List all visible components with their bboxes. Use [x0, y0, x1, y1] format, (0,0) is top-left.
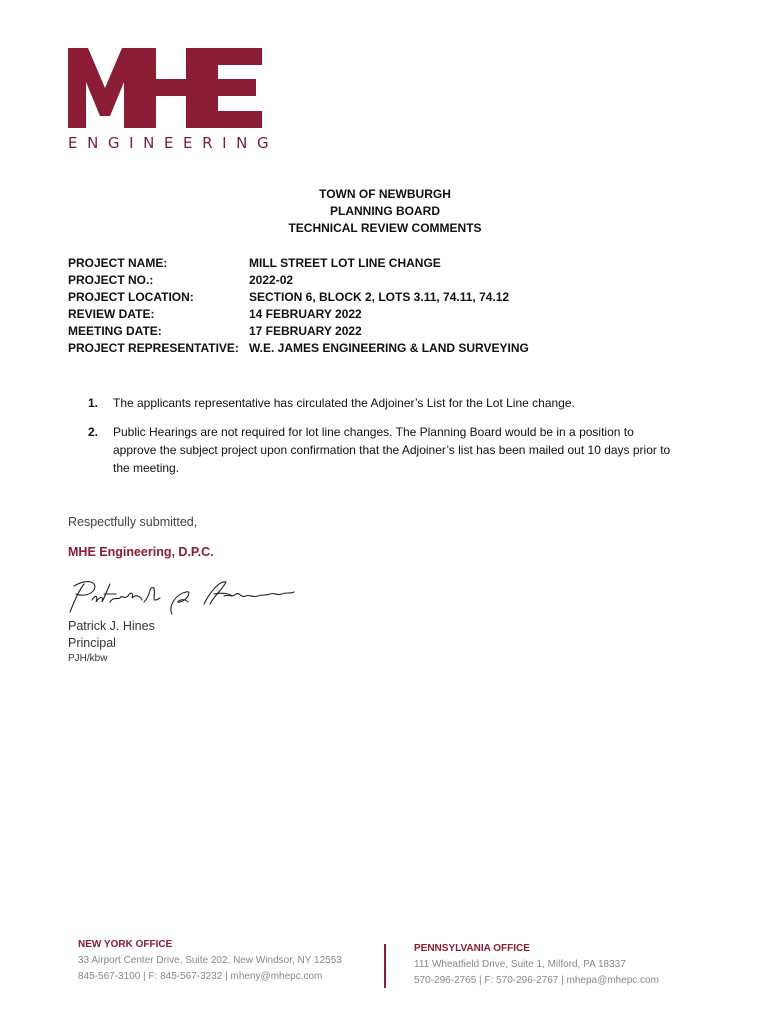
firm-name: MHE Engineering, D.P.C. — [68, 545, 214, 559]
project-info — [68, 255, 529, 357]
signer-title: Principal — [68, 636, 116, 650]
salutation: Respectfully submitted, — [68, 515, 198, 529]
project-name-value: MILL STREET LOT LINE CHANGE — [249, 256, 441, 270]
review-comments — [88, 394, 678, 488]
review-date-value: 14 FEBRUARY 2022 — [249, 307, 362, 321]
mhe-logo-mark — [68, 46, 264, 128]
typist-initials: PJH/kbw — [68, 653, 108, 664]
meeting-date-value: 17 FEBRUARY 2022 — [249, 324, 362, 338]
project-representative-row — [68, 340, 529, 357]
comment-number: 1. — [88, 396, 99, 410]
ny-office-address: 33 Airport Center Drive, Suite 202, New Windsor, NY 12553 — [78, 955, 342, 966]
comment-text: Public Hearings are not required for lot line changes. The Planning Board would be in a position to approve the subject project upon confirmation that the Adjoiner’s list has been mailed out 10 days prior to the meeting. — [113, 425, 671, 475]
new-york-office — [78, 937, 342, 985]
logo-subtitle: ENGINEERING — [68, 134, 279, 152]
project-name-row — [68, 255, 529, 272]
signer-name: Patrick J. Hines — [68, 619, 155, 633]
footer-divider — [384, 944, 386, 988]
comment-item — [88, 423, 678, 477]
pa-office-address: 111 Wheatfield Drive, Suite 1, Milford, PA 18337 — [414, 959, 626, 970]
review-date-label: REVIEW DATE: — [68, 307, 155, 321]
project-representative-value: W.E. JAMES ENGINEERING & LAND SURVEYING — [249, 341, 529, 355]
signer-block — [68, 618, 155, 652]
ny-office-title: NEW YORK OFFICE — [78, 939, 173, 950]
project-name-label: PROJECT NAME: — [68, 256, 168, 270]
comment-number: 2. — [88, 425, 99, 439]
meeting-date-label: MEETING DATE: — [68, 324, 162, 338]
pa-office-title: PENNSYLVANIA OFFICE — [414, 943, 530, 954]
heading-title: TECHNICAL REVIEW COMMENTS — [288, 221, 482, 235]
project-number-label: PROJECT NO.: — [68, 273, 154, 287]
review-date-row — [68, 306, 529, 323]
company-logo — [68, 46, 279, 152]
comment-item — [88, 394, 678, 412]
pennsylvania-office — [414, 941, 659, 989]
meeting-date-row — [68, 323, 529, 340]
document-heading — [0, 186, 770, 237]
project-location-label: PROJECT LOCATION: — [68, 290, 194, 304]
project-location-value: SECTION 6, BLOCK 2, LOTS 3.11, 74.11, 74.12 — [249, 290, 510, 304]
pa-office-contact: 570-296-2765 | F: 570-296-2767 | mhepa@mhepc.com — [414, 975, 659, 986]
project-location-row — [68, 289, 529, 306]
ny-office-contact: 845-567-3100 | F: 845-567-3232 | mheny@mhepc.com — [78, 971, 323, 982]
heading-town: TOWN OF NEWBURGH — [319, 187, 451, 201]
heading-board: PLANNING BOARD — [330, 204, 440, 218]
comment-text: The applicants representative has circulated the Adjoiner’s List for the Lot Line change. — [113, 396, 575, 410]
signature — [64, 574, 296, 620]
project-number-row — [68, 272, 529, 289]
project-representative-label: PROJECT REPRESENTATIVE: — [68, 341, 239, 355]
project-number-value: 2022-02 — [249, 273, 294, 287]
